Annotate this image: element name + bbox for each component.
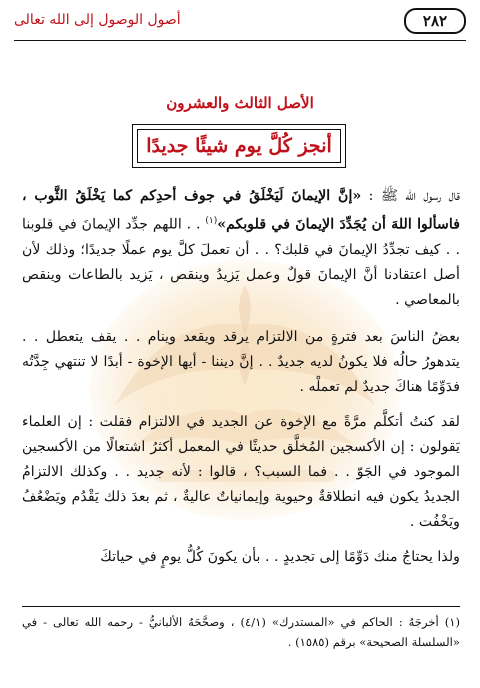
paragraph-1-rest: . . اللهم جدِّد الإيمانَ في قلوبنا . . كيف تجدِّدُ الإيمانَ في قلبك؟ . . أن تعملَ كلَّ يوم عملًا جديدًا؛ وذلك لأن أصل اعتقادنا أنَّ الإيمانَ قولٌ وعمل يَزيدُ وينقص ، يَزيد بالطاعات وينقص بالمعاصي . (22, 216, 460, 308)
book-title: أصول الوصول إلى الله تعالى (14, 12, 181, 28)
chapter-section-label: الأصل الثالث والعشرون (166, 94, 314, 112)
header-divider (14, 40, 466, 41)
paragraph-1-intro: قال رسول الله ﷺ : (361, 188, 460, 204)
paragraph-2: بعضُ الناسَ بعد فترةٍ من الالتزام يرقد ويقعد وينام . . يقف يتعطل . . يتدهورُ حالُه فلا يكونُ لديه جديدٌ . . إنَّ ديننا - أيها الإخوة - أبدًا لا تنتهي جِدَّتُه فدَوِّمًا هناكَ جديدٌ لم تعملْه . (22, 328, 460, 395)
paragraph-4: ولذا يحتاجُ منك دَوِّمًا إلى تجديدٍ . . بأن يكونَ كُلُّ يومٍ في حياتكَ (100, 548, 460, 565)
footnote: (١) أخرجَهُ : الحاكم في «المستدرك» (٤/١) ، وصحَّحَهُ الألبانيُّ - رحمه الله تعالى - في «السلسلة الصحيحة» برقم (١٥٨٥) . (22, 615, 460, 649)
footnote-divider (22, 606, 460, 607)
hadith-quote: «إنَّ الإيمانَ لَيَخْلَقُ في جوف أحدِكم كما يَخْلَقُ الثَّوب ، فاسألوا اللهَ أن يُجَدِّدَ الإيمانَ في قلوبكم» (22, 188, 461, 233)
body-text (22, 184, 460, 580)
footnote-reference: (١) (205, 216, 218, 226)
page-number: ٢٨٢ (404, 8, 466, 34)
chapter-title: أنجز كُلَّ يوم شيئًا جديدًا (137, 129, 341, 163)
page-header (14, 8, 466, 38)
chapter-title-frame (132, 124, 346, 168)
paragraph-1 (22, 184, 460, 313)
paragraph-3: لقد كنتُ أتكلَّم مرَّةً مع الإخوة عن الجديد في الالتزام فقلت : إن العلماء يَقولون : إن الأكسجين المُخلَّق حديثًا في المعمل أكثرُ اشتعالًا من الأكسجين الموجود في الجَوّ . . فما السبب؟ ، قالوا : لأنه جديد . . وكذلك الالتزامُ الجديدُ يكون فيه انطلاقةٌ وحيوية وإيمانياتٌ عاليةٌ ، ثم بعدَ ذلك يَقْدُم ويَضْعُفُ ويَخْفُت . (22, 413, 460, 530)
